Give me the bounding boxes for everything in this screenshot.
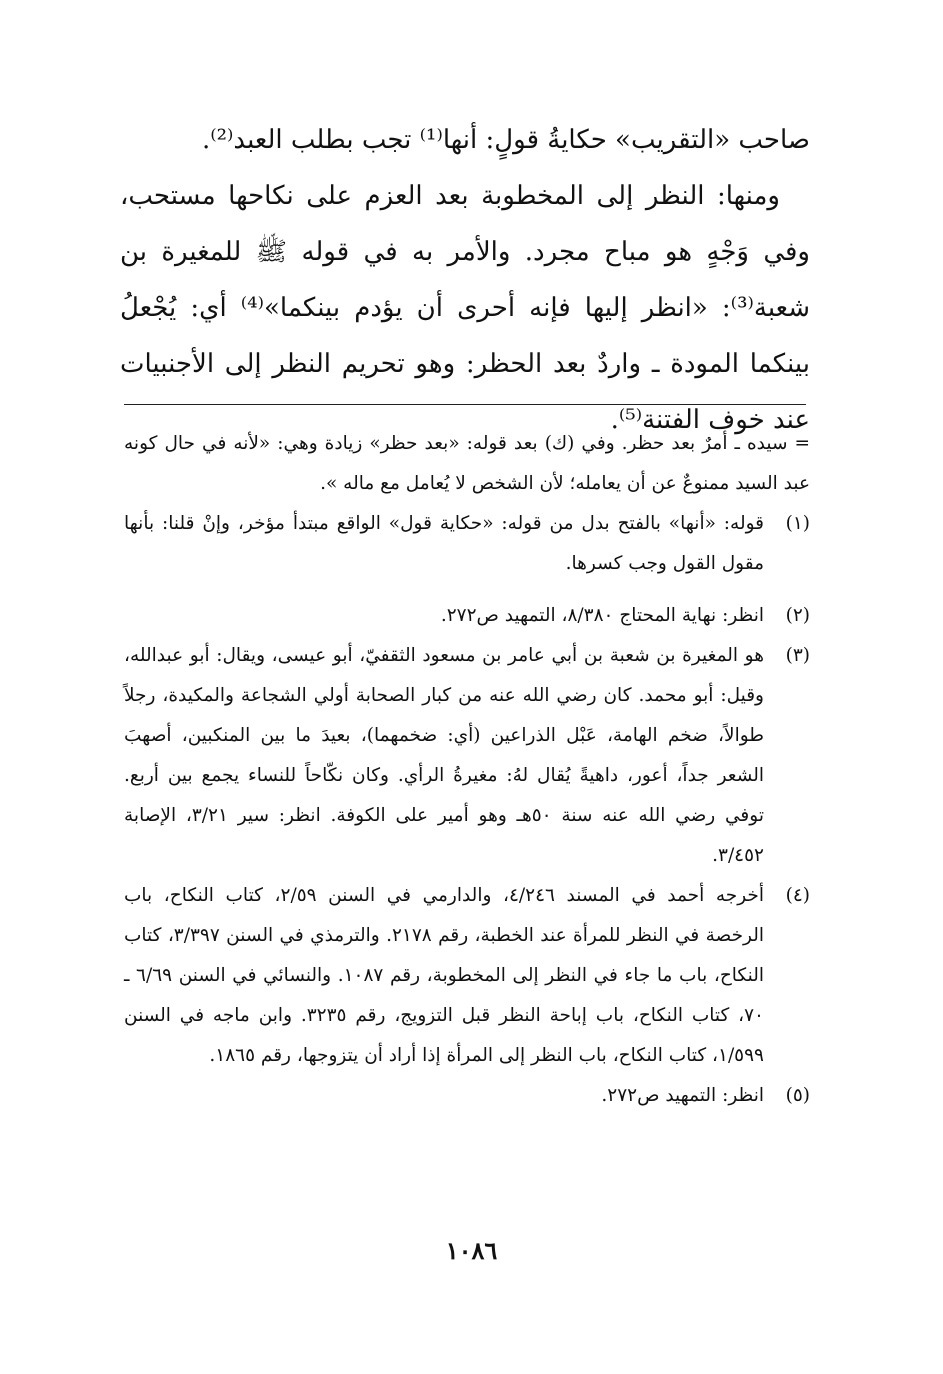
page-number: ١٠٨٦ [445,1236,498,1265]
footnote-1 [124,504,810,584]
footnote-5 [124,1076,810,1116]
footnote-text: هو المغيرة بن شعبة بن أبي عامر بن مسعود الثقفيّ، أبو عيسى، ويقال: أبو عبدالله، وقيل: أبو محمد. كان رضي الله عنه من كبار الصحابة أولي الشجاعة والمكيدة، رجلاً طوالاً، ضخم الهامة، عَبْل الذراعين (أي: ضخمهما)، بعيدَ ما بين المنكبين، أصهبَ الشعر جداً، أعور، داهيةً يُقال لهُ: مغيرةُ الرأي. وكان نكّاحاً للنساء يجمع بين أربع. توفي رضي الله عنه سنة ٥٠هـ وهو أمير على الكوفة. انظر: سير ٣/٢١، الإصابة ٣/٤٥٢. [124,645,764,866]
footnote-3 [124,636,810,876]
footnote-2 [124,596,810,636]
footnote-text: انظر: التمهيد ص٢٧٢. [601,1085,764,1106]
footnote-divider [124,404,806,405]
footnotes [124,424,810,1116]
footnote-number: (٥) [785,1085,810,1106]
footnote-number: (١) [785,513,810,534]
footnote-number: (٣) [785,645,810,666]
footnote-text: قوله: «أنها» بالفتح بدل من قوله: «حكاية قول» الواقع مبتدأ مؤخر، وإنْ قلنا: بأنها مقول القول وجب كسرها. [124,513,764,574]
footnote-continuation [124,424,810,504]
footnote-continuation-text: = سيده ـ أمرٌ بعد حظر. وفي (ك) بعد قوله: «بعد حظر» زيادة وهي: «لأنه في حال كونه عبد السيد ممنوعٌ عن أن يعامله؛ لأن الشخص لا يُعامل مع ماله ». [124,433,810,494]
footnote-text: انظر: نهاية المحتاج ٨/٣٨٠، التمهيد ص٢٧٢. [440,605,764,626]
footnote-text: أخرجه أحمد في المسند ٤/٢٤٦، والدارمي في السنن ٢/٥٩، كتاب النكاح، باب الرخصة في النظر للمرأة عند الخطبة، رقم ٢١٧٨. والترمذي في السنن ٣/٣٩٧، كتاب النكاح، باب ما جاء في النظر إلى المخطوبة، رقم ١٠٨٧. والنسائي في السنن ٦/٦٩ ـ ٧٠، كتاب النكاح، باب إباحة النظر قبل التزويج، رقم ٣٢٣٥. وابن ماجه في السنن ١/٥٩٩، كتاب النكاح، باب النظر إلى المرأة إذا أراد أن يتزوجها، رقم ١٨٦٥. [124,885,764,1066]
footnote-4 [124,876,810,1076]
paragraph-1: صاحب «التقريب» حكايةُ قولٍ: أنها⁽¹⁾ تجب بطلب العبد⁽²⁾. [201,125,810,155]
main-text [120,112,810,448]
paragraph-2: ومنها: النظر إلى المخطوبة بعد العزم على نكاحها مستحب، وفي وَجْهٍ هو مباح مجرد. والأمر به في قوله ﷺ للمغيرة بن شعبة⁽³⁾: «انظر إليها فإنه أحرى أن يؤدم بينكما»⁽⁴⁾ أي: يُجْعلُ بينكما المودة ـ واردٌ بعد الحظر: وهو تحريم النظر إلى الأجنبيات عند خوف الفتنة⁽⁵⁾. [120,181,810,435]
footnote-number: (٤) [785,885,810,906]
footnote-number: (٢) [785,605,810,626]
